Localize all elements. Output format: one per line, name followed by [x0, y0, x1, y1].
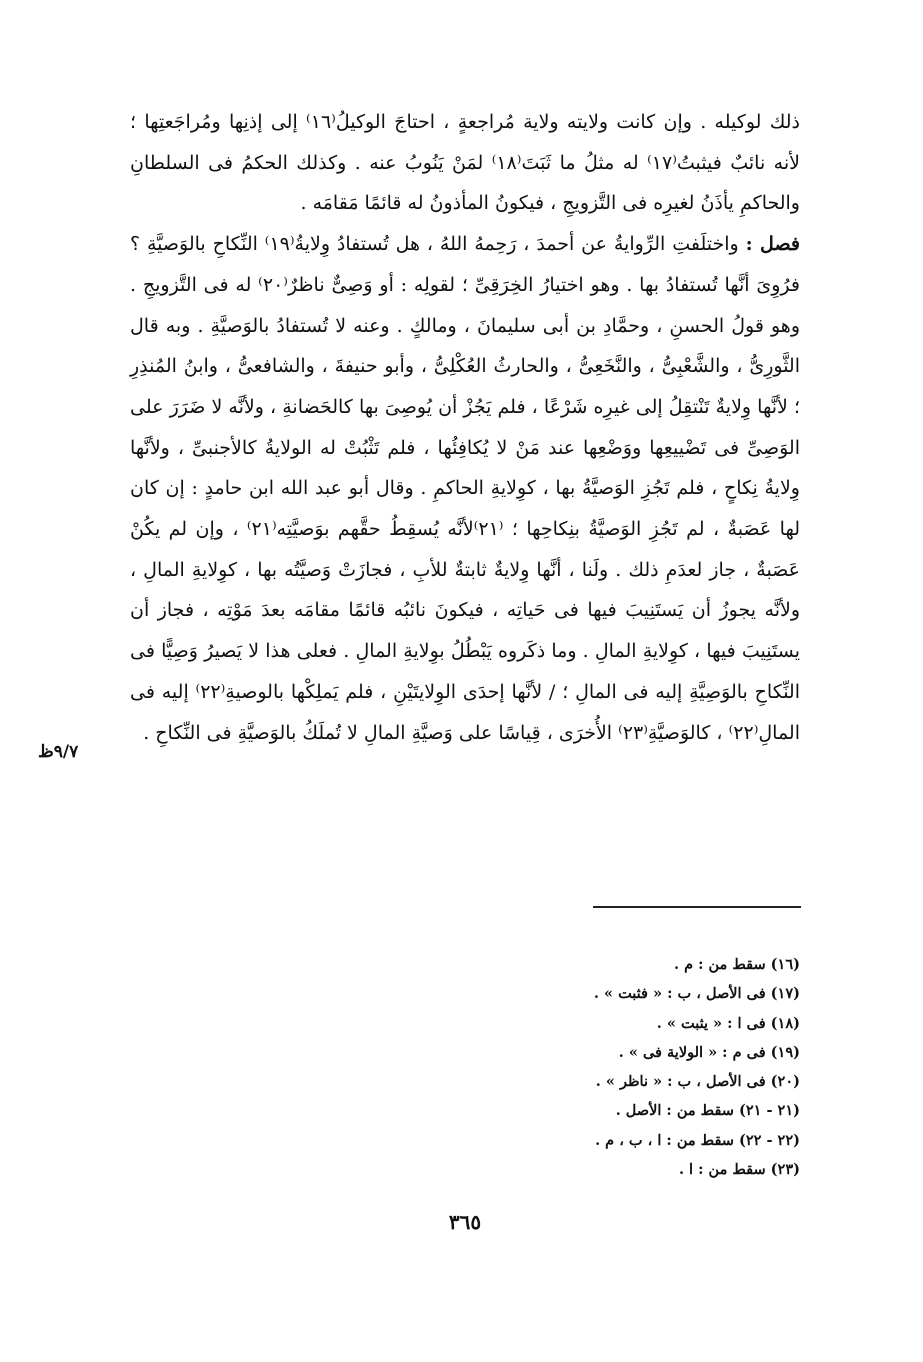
footnote-22: (٢٢ - ٢٢) سقط من : ا ، ب ، م .	[595, 1131, 800, 1149]
margin-note: ٩/٧ظ	[38, 742, 79, 762]
footnote-23: (٢٣) سقط من : ا .	[678, 1161, 800, 1179]
footnote-21: (٢١ - ٢١) سقط من : الأصل .	[615, 1102, 800, 1120]
footnote-separator	[593, 906, 801, 908]
footnote-16: (١٦) سقط من : م .	[674, 956, 800, 973]
footnote-17: (١٧) فى الأصل ، ب : « فثبت » .	[593, 985, 800, 1003]
section-heading: فصل :	[745, 233, 801, 256]
paragraph-2-text: واختلَفتِ الرِّوايةُ عن أحمدَ ، رَحِمهُ اللهُ ، هل تُستفادُ وِلايةُ⁽١٩⁾ النِّكاحِ بالوَصيَّةِ ؟ فرُوِىَ أنَّها تُستفادُ بها . وهو اختيارُ الخِرَقِىِّ ؛ لقولِه : أو وَصِىٌّ ناظرٌ⁽٢٠⁾ له فى التَّزويجِ . وهو قولُ الحسنِ ، وحمَّادِ بن أبى سليمانَ ، ومالكٍ . وعنه لا تُستفادُ بالوَصيَّةِ . وبه قال الثَّورِىُّ ، والشَّعْبِىُّ ، والنَّخَعِىُّ ، والحارثُ العُكْلِىُّ ، وأبو حنيفةَ ، والشافعىُّ ، وابنُ المُنذِرِ ؛ لأنَّها وِلايةٌ تَنْتقِلُ إلى غيرِه شَرْعًا ، فلم يَجُزْ أن يُوصِىَ بها كالحَضانةِ ، ولأنَّه لا ضَرَرَ على الوَصِىِّ فى تَضْييعِها ووَضْعِها عند مَنْ لا يُكافِئُها ، فلم تَثْبُتْ له الولايةُ كالأجنبىِّ ، ولأنَّها وِلايةُ نِكاحٍ ، فلم تَجُزِ الوَصيَّةُ بها ، كوِلايةِ الحاكمِ . وقال أبو عبد الله ابن حامدٍ : إن كان لها عَصَبةٌ ، لم تَجُزِ الوَصيَّةُ بنِكاحِها ؛ ⁽٢١⁾لأنَّه يُسقِطُ حقَّهم بوَصيَّتِه⁽٢١⁾ ، وإن لم يكُنْ عَصَبةٌ ، جاز لعدَمِ ذلك . ولَنا ، أنَّها وِلايةٌ ثابتةٌ للأبِ ، فجازَتْ وَصيَّتُه بها ، كوِلايةِ المالِ ، ولأنَّه يجوزُ أن يَستَنِيبَ فيها فى حَياتِه ، فيكونَ نائبُه قائمًا مقامَه بعدَ مَوْتِه ، فجاز أن يستَنِيبَ فيها ، كوِلايةِ المالِ . وما ذكَروه يَبْطُلُ بوِلايةِ المالِ . فعلى هذا لا يَصيرُ وَصِيًّا فى النِّكاحِ بالوَصِيَّةِ إليه فى المالِ ؛ / لأنَّها إحدَى الوِلايتَيْنِ ، فلم يَملِكْها بالوصيةِ⁽٢٢⁾ إليه فى المالِ⁽٢٢⁾ ، كالوَصيَّةِ⁽٢٣⁾ الأُخرَى ، قِياسًا على وَصيَّةِ المالِ لا تُملَكُ بالوَصيَّةِ فى النِّكاحِ .	[130, 233, 801, 744]
footnotes	[330, 950, 800, 1184]
footnote-20: (٢٠) فى الأصل ، ب : « ناظر » .	[595, 1073, 800, 1091]
page-number: ٣٦٥	[448, 1210, 482, 1234]
main-text	[130, 102, 800, 753]
footnote-19: (١٩) فى م : « الولاية فى » .	[618, 1043, 800, 1061]
paragraph-1: ذلك لوكيله . وإن كانت ولايته ولاية مُراجعةٍ ، احتاجَ الوكيلُ⁽١٦⁾ إلى إذنِها ومُراجَعتِها ؛ لأنه نائبٌ فيثبتُ⁽١٧⁾ له مثلُ ما ثَبَتَ⁽١٨⁾ لمَنْ يَنُوبُ عنه . وكذلك الحكمُ فى السلطانِ والحاكمِ يأذَنُ لغيرِه فى التَّزويجِ ، فيكونُ المأذونُ له قائمًا مَقامَه .	[130, 111, 800, 215]
paragraph-2	[130, 224, 800, 753]
footnote-18: (١٨) فى ا : « يثبت » .	[656, 1014, 800, 1032]
